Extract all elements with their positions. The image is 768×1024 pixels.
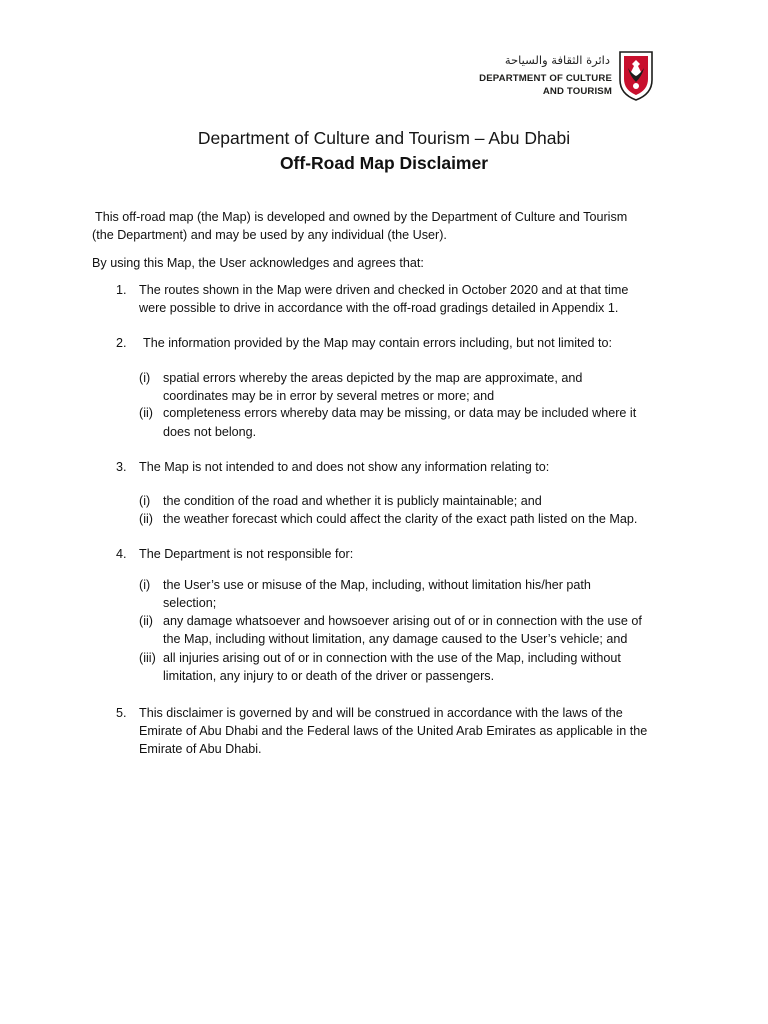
subitem-number: (i) [139,494,151,508]
item-3-sub-2-line-1: the weather forecast which could affect the clarity of the exact path listed on the Map. [163,512,638,526]
subitem-number: (iii) [139,651,156,665]
subitem-number: (i) [139,578,151,592]
item-1-line-1: The routes shown in the Map were driven and checked in October 2020 and at that time [139,283,629,297]
subitem-number: (ii) [139,614,153,628]
item-4-sub-1-line-1: the User’s use or misuse of the Map, including, without limitation his/her path [163,578,591,592]
item-number: 5. [116,706,127,720]
item-2-sub-2-line-1: completeness errors whereby data may be missing, or data may be included where it [163,406,637,420]
item-4-line-1: The Department is not responsible for: [139,547,354,561]
item-number: 1. [116,283,127,297]
logo-arabic-name: دائرة الثقافة والسياحة [504,53,610,67]
item-5-line-3: Emirate of Abu Dhabi. [139,742,262,756]
document-subtitle: Off-Road Map Disclaimer [279,153,489,173]
intro-line-1: This off-road map (the Map) is developed and owned by the Department of Culture and Tourism [95,210,628,224]
item-4-sub-3-line-1: all injuries arising out of or in connection with the use of the Map, including without [163,651,621,665]
item-5-line-1: This disclaimer is governed by and will be construed in accordance with the laws of the [139,706,623,720]
item-3-line-1: The Map is not intended to and does not show any information relating to: [139,460,550,474]
item-3-sub-1-line-1: the condition of the road and whether it is publicly maintainable; and [163,494,542,508]
item-2-line-1: The information provided by the Map may contain errors including, but not limited to: [143,336,613,350]
item-2-sub-1-line-1: spatial errors whereby the areas depicted by the map are approximate, and [163,371,583,385]
logo-org-line-1: DEPARTMENT OF CULTURE [479,73,612,84]
item-1-line-2: were possible to drive in accordance with the off-road gradings detailed in Appendix 1. [139,301,619,315]
item-2-sub-1-line-2: coordinates may be in error by several metres or more; and [163,389,495,403]
item-4-sub-1-line-2: selection; [163,596,217,610]
item-number: 3. [116,460,127,474]
item-number: 4. [116,547,127,561]
logo-org-line-2: AND TOURISM [542,86,612,97]
item-number: 2. [116,336,127,350]
item-4-sub-2-line-1: any damage whatsoever and howsoever arising out of or in connection with the use of [163,614,642,628]
subitem-number: (ii) [139,406,153,420]
department-logo [470,44,670,108]
item-5-line-2: Emirate of Abu Dhabi and the Federal laws of the United Arab Emirates as applicable in the [139,724,648,738]
item-4-sub-2-line-2: the Map, including without limitation, any damage caused to the User’s vehicle; and [163,632,628,646]
item-2-sub-2-line-2: does not belong. [163,425,257,439]
document-title: Department of Culture and Tourism – Abu Dhabi [197,128,571,148]
intro-line-3: By using this Map, the User acknowledges and agrees that: [92,256,424,270]
subitem-number: (ii) [139,512,153,526]
falcon-emblem-icon [616,50,656,102]
item-4-sub-3-line-2: limitation, any injury to or death of the driver or passengers. [163,669,495,683]
subitem-number: (i) [139,371,151,385]
intro-line-2: (the Department) and may be used by any individual (the User). [92,228,447,242]
